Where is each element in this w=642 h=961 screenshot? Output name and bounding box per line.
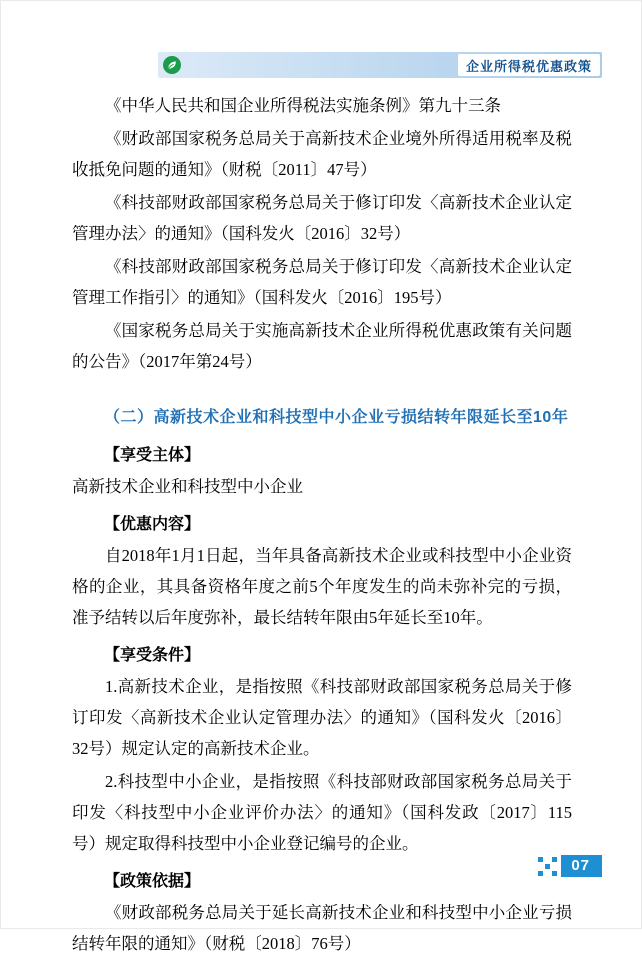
- reference-paragraph: 《财政部国家税务总局关于高新技术企业境外所得适用税率及税收抵免问题的通知》（财税〔2011〕47号）: [72, 129, 572, 179]
- leaf-icon: [163, 56, 181, 74]
- block-paragraph: 《财政部税务总局关于延长高新技术企业和科技型中小企业亏损结转年限的通知》（财税〔2018〕76号）: [72, 903, 572, 953]
- page-header: [0, 52, 642, 78]
- block-paragraph: 1.高新技术企业，是指按照《科技部财政部国家税务总局关于修订印发〈高新技术企业认定管理办法〉的通知》（国科发火〔2016〕32号）规定认定的高新技术企业。: [72, 677, 572, 758]
- section-heading: [72, 403, 572, 433]
- block-heading: 【优惠内容】: [104, 516, 201, 533]
- section-title-text: 高新技术企业和科技型中小企业亏损结转年限延长至10年: [153, 409, 569, 426]
- block-paragraph: 自2018年1月1日起，当年具备高新技术企业或科技型中小企业资格的企业，其具备资格年度之前5个年度发生的尚未弥补完的亏损，准予结转以后年度弥补，最长结转年限由5年延长至10年。: [72, 546, 572, 627]
- page-content: [72, 90, 572, 961]
- block-heading: 【政策依据】: [104, 873, 201, 890]
- page-footer: [538, 855, 602, 877]
- reference-paragraph: 《中华人民共和国企业所得税法实施条例》第九十三条: [105, 96, 501, 115]
- block-paragraph: 高新技术企业和科技型中小企业: [72, 477, 303, 496]
- header-title-box: [458, 54, 600, 76]
- block-paragraph: 2.科技型中小企业，是指按照《科技部财政部国家税务总局关于印发〈科技型中小企业评价办法〉的通知》（国科发政〔2017〕115号）规定取得科技型中小企业登记编号的企业。: [72, 772, 572, 853]
- header-title: 企业所得税优惠政策: [465, 58, 592, 74]
- reference-paragraph: 《科技部财政部国家税务总局关于修订印发〈高新技术企业认定管理工作指引〉的通知》（国科发火〔2016〕195号）: [72, 257, 572, 307]
- block-heading: 【享受主体】: [104, 447, 201, 464]
- dots-decoration-icon: [538, 857, 557, 876]
- reference-paragraph: 《科技部财政部国家税务总局关于修订印发〈高新技术企业认定管理办法〉的通知》（国科发火〔2016〕32号）: [72, 193, 572, 243]
- reference-paragraph: 《国家税务总局关于实施高新技术企业所得税优惠政策有关问题的公告》（2017年第24号）: [72, 321, 572, 371]
- section-number: （二）: [104, 409, 154, 426]
- page-number: 07: [561, 855, 602, 877]
- block-heading: 【享受条件】: [104, 647, 201, 664]
